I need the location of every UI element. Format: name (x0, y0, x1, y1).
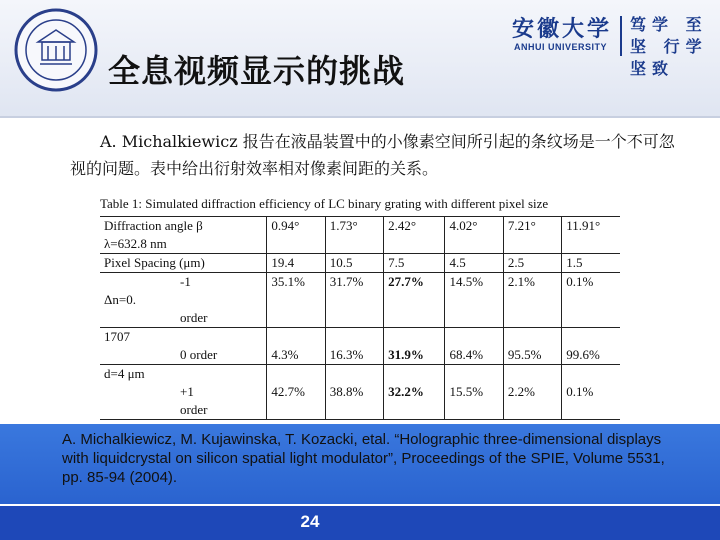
table-cell: 1.5 (562, 254, 620, 273)
university-motto: 笃学 至坚 行学 坚致 (630, 15, 708, 78)
table-cell: 35.1% (267, 273, 325, 292)
table-cell (503, 309, 561, 328)
table-cell: 31.7% (325, 273, 383, 292)
page-number: 24 (300, 512, 320, 531)
table-cell (503, 365, 561, 384)
table-cell (445, 309, 503, 328)
table-cell (325, 309, 383, 328)
table-cell (562, 401, 620, 420)
table-cell: 99.6% (562, 346, 620, 365)
table-cell: 1707 (104, 329, 130, 344)
table-cell: 2.42° (384, 217, 445, 236)
table-cell: order (100, 401, 267, 420)
table-row (100, 235, 620, 254)
table-cell (267, 365, 325, 384)
table-cell: 10.5 (325, 254, 383, 273)
reference-text: A. Michalkiewicz, M. Kujawinska, T. Kozacki, etal. “Holographic three-dimensional displays with liquidcrystal on silicon spatial light modulator”, Proceedings of the SPIE, Volume 5531, pp. 85-94 (2004). (62, 431, 665, 486)
table-cell: 7.21° (503, 217, 561, 236)
table-cell: 1.73° (325, 217, 383, 236)
table-cell: d=4 μm (104, 366, 145, 381)
table-cell (267, 328, 325, 347)
table-cell (267, 401, 325, 420)
table-cell (503, 235, 561, 254)
table-cell: 11.91° (562, 217, 620, 236)
table-cell (267, 291, 325, 309)
table-cell (445, 291, 503, 309)
table-cell: 0.94° (267, 217, 325, 236)
table-cell (384, 365, 445, 384)
table-row (100, 309, 620, 328)
table-row (100, 401, 620, 420)
diffraction-table (100, 216, 620, 420)
table-cell: 4.3% (267, 346, 325, 365)
table-cell: Diffraction angle β (100, 217, 267, 236)
table-cell (325, 291, 383, 309)
university-name-cn: 安徽大学 (512, 16, 613, 42)
table-cell (445, 328, 503, 347)
table-cell (384, 401, 445, 420)
table-row (100, 273, 620, 292)
table-cell (503, 291, 561, 309)
wordmark-divider (620, 16, 622, 56)
slide-title: 全息视频显示的挑战 (108, 52, 406, 90)
table-cell: 2.2% (503, 383, 561, 401)
table-cell: 68.4% (445, 346, 503, 365)
table-cell (562, 291, 620, 309)
table-cell (562, 365, 620, 384)
table-cell: 38.8% (325, 383, 383, 401)
table-cell: 4.02° (445, 217, 503, 236)
table-cell: 31.9% (384, 346, 445, 365)
university-logo-icon (14, 8, 98, 92)
header-divider (0, 116, 720, 118)
table-cell: 0 order (100, 346, 267, 365)
intro-text: A. Michalkiewicz 报告在液晶装置中的小像素空间所引起的条纹场是一个不可忽视的问题。表中给出衍射效率相对像素间距的关系。 (70, 132, 675, 178)
table-row (100, 383, 620, 401)
table-cell: 0.1% (562, 273, 620, 292)
table-cell (445, 365, 503, 384)
table-cell: 15.5% (445, 383, 503, 401)
table-cell: 27.7% (384, 273, 445, 292)
university-name-en: ANHUI UNIVERSITY (514, 42, 608, 52)
table-cell (384, 235, 445, 254)
table-row (100, 291, 620, 309)
table-cell (325, 401, 383, 420)
table-cell: 7.5 (384, 254, 445, 273)
university-wordmark (512, 12, 712, 78)
table-cell (503, 401, 561, 420)
table-cell (445, 401, 503, 420)
table-cell: -1 (180, 274, 191, 289)
table-cell (325, 235, 383, 254)
table-row (100, 346, 620, 365)
table-cell (325, 365, 383, 384)
table-cell: 0.1% (562, 383, 620, 401)
table-cell: 42.7% (267, 383, 325, 401)
table-cell: Pixel Spacing (μm) (100, 254, 267, 273)
table-cell: 19.4 (267, 254, 325, 273)
intro-paragraph (70, 128, 680, 182)
table-cell (503, 328, 561, 347)
table-cell: order (100, 309, 267, 328)
table-cell (562, 328, 620, 347)
table-cell (384, 291, 445, 309)
table-cell (325, 328, 383, 347)
table-row (100, 328, 620, 347)
table-cell (384, 309, 445, 328)
table-cell (562, 235, 620, 254)
table-cell: Δn=0. (104, 292, 136, 307)
table-cell (267, 309, 325, 328)
table-row (100, 365, 620, 384)
table-cell: λ=632.8 nm (100, 235, 267, 254)
table-cell (562, 309, 620, 328)
table-cell: 2.5 (503, 254, 561, 273)
table-cell: 4.5 (445, 254, 503, 273)
table-cell (384, 328, 445, 347)
table-cell: 32.2% (384, 383, 445, 401)
table-cell: 95.5% (503, 346, 561, 365)
table-cell (267, 235, 325, 254)
table-cell: 16.3% (325, 346, 383, 365)
table-cell (445, 235, 503, 254)
table-cell: +1 (180, 384, 194, 399)
table-row (100, 254, 620, 273)
table-cell: 2.1% (503, 273, 561, 292)
diffraction-table-figure (98, 196, 624, 417)
table-cell: 14.5% (445, 273, 503, 292)
table-caption: Table 1: Simulated diffraction efficiency of LC binary grating with different pixel size (100, 196, 549, 211)
table-row (100, 217, 620, 236)
